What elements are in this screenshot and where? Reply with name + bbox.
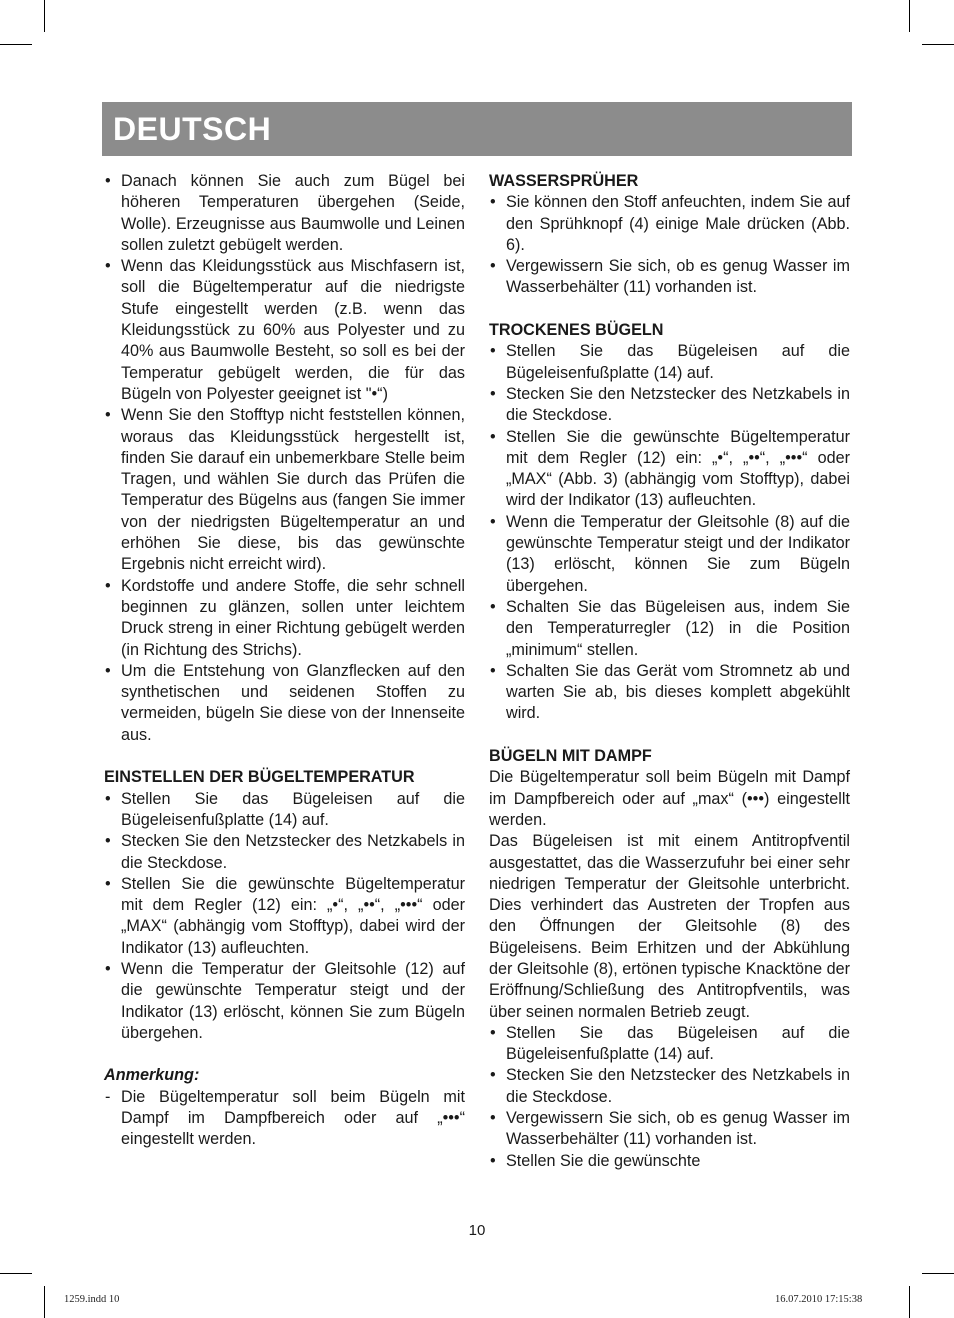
crop-mark xyxy=(922,1273,954,1274)
bullet-marker: • xyxy=(105,789,111,808)
note-list xyxy=(104,1087,465,1151)
bullet-list-steam-ironing xyxy=(489,1023,850,1172)
list-item-text: Stecken Sie den Netzstecker des Netzkabels in die Steckdose. xyxy=(506,1066,850,1106)
bullet-list-ironing-tips xyxy=(104,171,465,746)
list-item-text: Wenn die Temperatur der Gleitsohle (8) auf die gewünschte Temperatur steigt und der Indikator (13) erlöscht, können Sie zum Bügeln übergehen. xyxy=(506,512,850,595)
list-item xyxy=(104,874,465,959)
list-item-text: Stellen Sie die gewünschte Bügeltemperatur mit dem Regler (12) ein: „•“, „••“, „•••“ oder „MAX“ (Abb. 3) (abhängig vom Stofftyp), dabei wird der Indikator (13) aufleuchten. xyxy=(506,427,850,510)
page-number: 10 xyxy=(468,1222,486,1239)
heading-water-sprayer: WASSERSPRÜHER xyxy=(489,172,639,190)
bullet-marker: • xyxy=(490,512,496,531)
list-item xyxy=(489,661,850,725)
crop-mark xyxy=(44,0,45,32)
list-item-text: Stellen Sie die gewünschte Bügeltemperatur mit dem Regler (12) ein: „•“, „••“, „•••“ oder „MAX“ (abhängig vom Stofftyp), dabei wird der Indikator (13) aufleuchten. xyxy=(121,874,465,957)
list-item xyxy=(489,341,850,384)
list-item xyxy=(104,576,465,661)
bullet-marker: • xyxy=(490,193,496,212)
list-item-text: Stellen Sie das Bügeleisen auf die Bügeleisenfußplatte (14) auf. xyxy=(506,1023,850,1064)
list-item-text: Die Bügeltemperatur soll beim Bügeln mit Dampf im Dampfbereich oder auf „•••“ eingestellt werden. xyxy=(121,1087,465,1149)
list-item-text: Stellen Sie das Bügeleisen auf die Bügeleisenfußplatte (14) auf. xyxy=(121,789,465,829)
list-item xyxy=(104,789,465,832)
paragraph-antidrip-valve: Das Bügeleisen ist mit einem Antitropfventil ausgestattet, das die Wasserzufuhr bei einer sehr niedrigen Temperatur der Gleitsohle unterbricht. Dies verhindert das Austreten der Tropfen aus den Öffnungen der Gleitsohle (8) des Bügeleisens. Beim Erhitzen und der Abkühlung der Gleitsohle (8), ertönen typische Knacktöne der Eröffnung/Schließung des Antitropfventils, was über seinen normalen Betrieb zeugt. xyxy=(489,832,850,1021)
list-item-text: Stellen Sie das Bügeleisen auf die Bügeleisenfußplatte (14) auf. xyxy=(506,342,850,382)
bullet-marker: • xyxy=(105,832,111,851)
list-item xyxy=(489,1108,850,1151)
bullet-marker: • xyxy=(105,874,111,893)
bullet-marker: • xyxy=(490,661,496,680)
list-item xyxy=(104,256,465,405)
bullet-marker: • xyxy=(490,597,496,616)
list-item xyxy=(489,512,850,597)
bullet-marker: • xyxy=(490,342,496,361)
page-title: DEUTSCH xyxy=(113,111,272,147)
list-item-text: Wenn die Temperatur der Gleitsohle (12) auf die gewünschte Temperatur steigt und der Indikator (13) erlöscht, können Sie zum Bügeln übergehen. xyxy=(121,959,465,1042)
crop-mark xyxy=(0,1273,32,1274)
paragraph-steam-temperature: Die Bügeltemperatur soll beim Bügeln mit Dampf im Dampfbereich oder auf „max“ (•••) eingestellt werden. xyxy=(489,768,850,829)
list-item xyxy=(489,1151,850,1172)
heading-dry-ironing: TROCKENES BÜGELN xyxy=(489,321,664,340)
list-item-text: Um die Entstehung von Glanzflecken auf den synthetischen und seidenen Stoffen zu vermeiden, bügeln Sie diese von der Innenseite aus. xyxy=(121,661,465,744)
bullet-marker: • xyxy=(105,576,111,595)
bullet-list-dry-ironing xyxy=(489,341,850,724)
list-item xyxy=(489,1065,850,1108)
heading-temperature-setting: EINSTELLEN DER BÜGELTEMPERATUR xyxy=(104,768,415,787)
bullet-marker: • xyxy=(105,661,111,680)
list-item xyxy=(489,256,850,299)
left-column xyxy=(104,171,465,1151)
date-slug: 16.07.2010 17:15:38 xyxy=(775,1294,863,1305)
list-item-text: Kordstoffe und andere Stoffe, die sehr schnell beginnen zu glänzen, sollen unter leichtem Druck streng in einer Richtung gebügelt werden (in Richtung des Strichs). xyxy=(121,576,465,659)
bullet-marker: • xyxy=(490,1066,496,1085)
list-item-text: Stellen Sie die gewünschte xyxy=(506,1151,701,1170)
list-item-text: Stecken Sie den Netzstecker des Netzkabels in die Steckdose. xyxy=(506,384,850,425)
file-slug: 1259.indd 10 xyxy=(64,1294,120,1305)
list-item xyxy=(489,192,850,256)
bullet-marker: • xyxy=(490,1109,496,1128)
list-item xyxy=(489,597,850,661)
right-column xyxy=(489,171,850,1172)
bullet-marker: • xyxy=(490,427,496,446)
list-item-text: Schalten Sie das Gerät vom Stromnetz ab und warten Sie ab, bis dieses komplett abgekühlt wird. xyxy=(506,661,850,723)
list-item xyxy=(104,1087,465,1151)
bullet-marker: • xyxy=(490,1023,496,1042)
list-item xyxy=(489,1023,850,1066)
bullet-marker: • xyxy=(105,406,111,425)
bullet-marker: • xyxy=(490,384,496,403)
crop-mark xyxy=(44,1286,45,1318)
list-item-text: Wenn Sie den Stofftyp nicht feststellen können, woraus das Kleidungsstück hergestellt ist, finden Sie darauf ein unbemerkbare Stelle beim Tragen, und wählen Sie durch das Prüfen die Temperatur des Bügelns aus (fangen Sie immer von der niedrigsten Bügeltemperatur an und erhöhen Sie diese, bis das gewünschte Ergebnis nicht erreicht wird). xyxy=(121,406,465,574)
bullet-marker: • xyxy=(490,257,496,276)
list-item xyxy=(104,661,465,746)
list-item xyxy=(104,959,465,1044)
crop-mark xyxy=(909,1286,910,1318)
list-item xyxy=(104,831,465,874)
list-item-text: Vergewissern Sie sich, ob es genug Wasser im Wasserbehälter (11) vorhanden ist. xyxy=(506,1109,850,1149)
bullet-marker: • xyxy=(490,1151,496,1170)
heading-steam-ironing: BÜGELN MIT DAMPF xyxy=(489,747,652,766)
dash-marker: - xyxy=(105,1087,111,1106)
bullet-marker: • xyxy=(105,172,111,190)
list-item xyxy=(104,171,465,256)
list-item-text: Danach können Sie auch zum Bügel bei höheren Temperaturen übergehen (Seide, Wolle). Erzeugnisse aus Baumwolle und Leinen sollen zuletzt gebügelt werden. xyxy=(121,172,465,254)
crop-mark xyxy=(0,44,32,45)
bullet-marker: • xyxy=(105,959,111,978)
list-item xyxy=(489,384,850,427)
list-item-text: Sie können den Stoff anfeuchten, indem Sie auf den Sprühknopf (4) einige Male drücken (Abb. 6). xyxy=(506,193,850,254)
list-item xyxy=(489,427,850,512)
list-item-text: Stecken Sie den Netzstecker des Netzkabels in die Steckdose. xyxy=(121,832,465,872)
section-header-bar xyxy=(102,102,852,156)
bullet-marker: • xyxy=(105,257,111,276)
bullet-list-temperature-setting xyxy=(104,789,465,1045)
note-heading: Anmerkung: xyxy=(104,1066,200,1085)
crop-mark xyxy=(909,0,910,32)
crop-mark xyxy=(922,44,954,45)
list-item xyxy=(104,405,465,575)
list-item-text: Wenn das Kleidungsstück aus Mischfasern ist, soll die Bügeltemperatur auf die niedrigste Stufe eingestellt werden (z.B. wenn das Kleidungsstück zu 60% aus Polyester und zu 40% aus Baumwolle Besteht, so soll es bei der Temperatur gebügelt werden, die für das Bügeln von Polyester geeignet ist "•“) xyxy=(121,257,465,403)
list-item-text: Schalten Sie das Bügeleisen aus, indem Sie den Temperaturregler (12) in die Position „minimum“ stellen. xyxy=(506,597,850,659)
bullet-list-water-sprayer xyxy=(489,192,850,298)
list-item-text: Vergewissern Sie sich, ob es genug Wasser im Wasserbehälter (11) vorhanden ist. xyxy=(506,257,850,297)
